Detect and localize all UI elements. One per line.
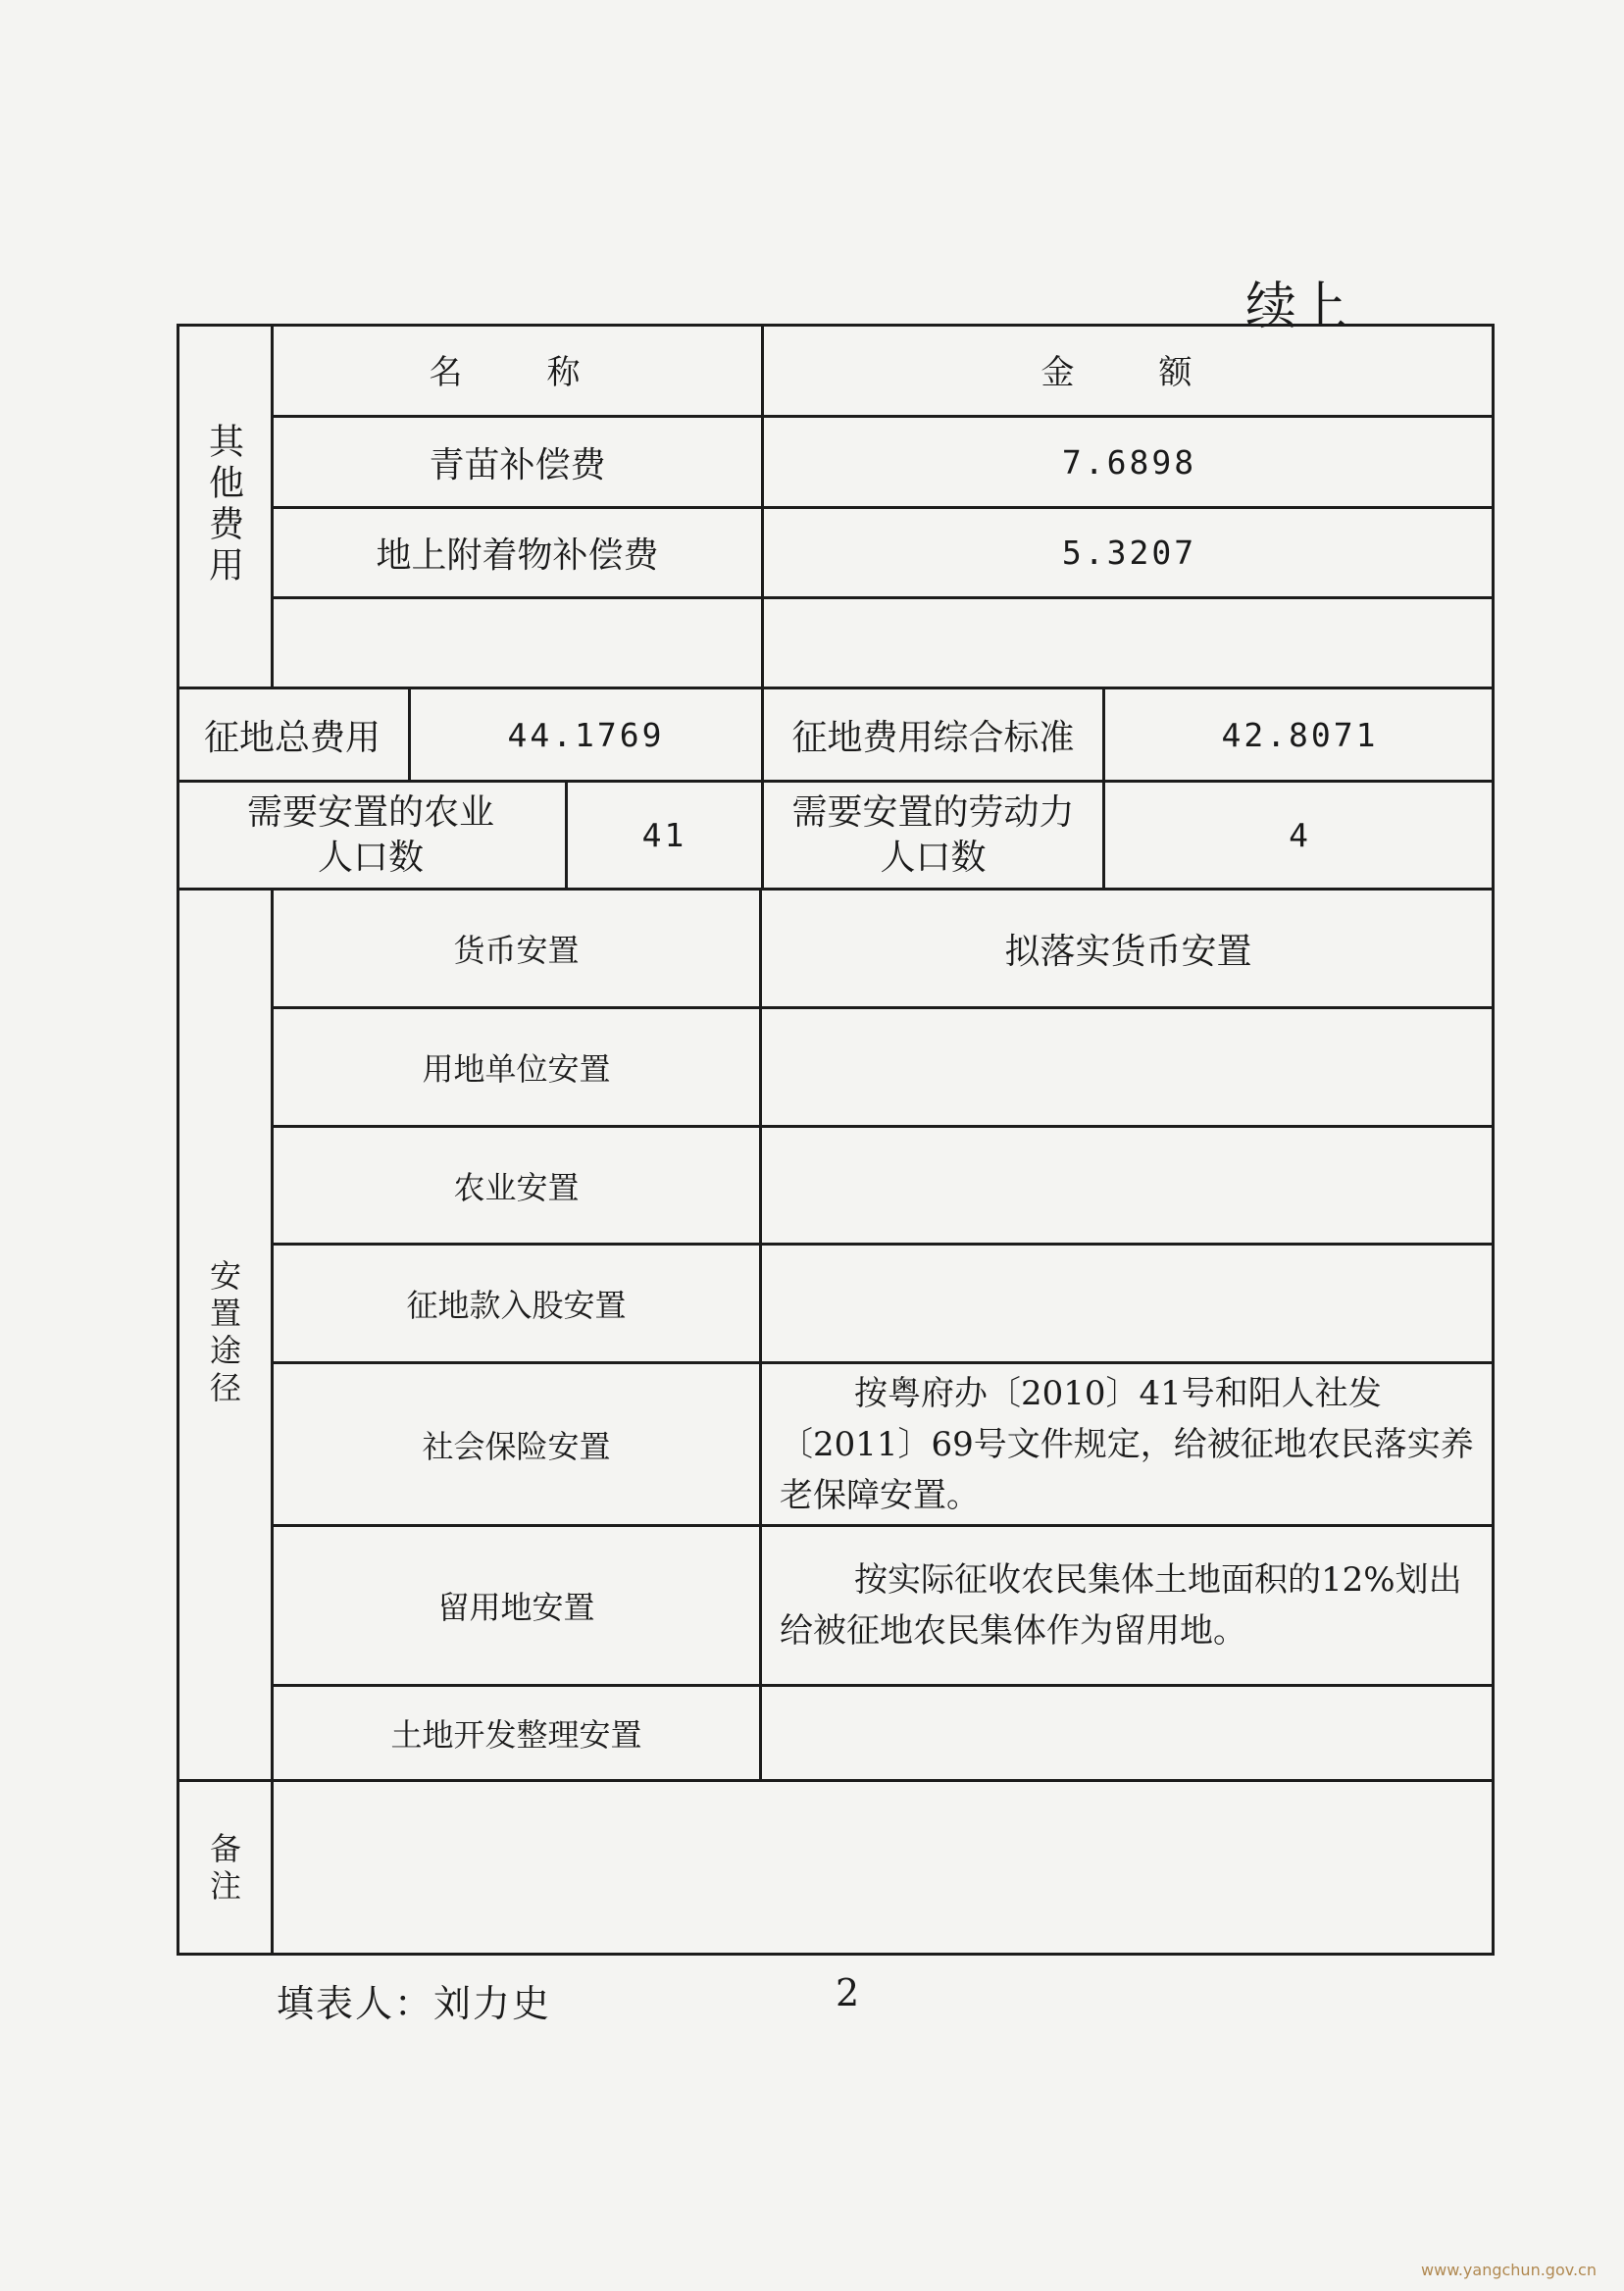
fee-standard-value: 42.8071 (1221, 715, 1379, 754)
agri-population-label-line1: 需要安置的农业 (246, 791, 494, 833)
reserved-land-detail (762, 1527, 1495, 1684)
column-header-amount: 金 额 (1040, 353, 1218, 392)
fee-name: 青苗补偿费 (429, 444, 606, 485)
resettlement-detail-text: 按实际征收农民集体土地面积的12%划出给被征地农民集体作为留用地。 (780, 1560, 1462, 1651)
fee-name (274, 599, 761, 687)
resettlement-section-label: 安置途径 (205, 1258, 242, 1408)
resettlement-detail (762, 1687, 1495, 1779)
continued-mark: 续上 (1244, 278, 1347, 336)
page-number: 2 (836, 1971, 860, 2014)
resettlement-detail (762, 1009, 1495, 1125)
fee-amount: 5.3207 (1061, 534, 1197, 572)
resettlement-method: 土地开发整理安置 (390, 1716, 642, 1754)
other-fees-section-label: 其他费用 (203, 423, 244, 587)
resettlement-detail-text: 按粤府办〔2010〕41号和阳人社发〔2011〕69号文件规定，给被征地农民落实养老保障安置。 (780, 1373, 1474, 1515)
resettlement-detail: 拟落实货币安置 (1004, 931, 1252, 972)
resettlement-method: 征地款入股安置 (406, 1287, 627, 1324)
agri-population-value: 41 (641, 816, 687, 854)
agri-population-label (177, 783, 565, 888)
filler-label: 填表人： (277, 1982, 434, 2025)
resettlement-method: 农业安置 (453, 1168, 580, 1206)
labor-population-label-line1: 需要安置的劳动力 (791, 791, 1075, 833)
fee-name: 地上附着物补偿费 (376, 535, 659, 576)
form-filler (277, 1973, 551, 2027)
remarks-value (274, 1782, 1495, 1956)
agri-population-label-line2: 人口数 (317, 837, 424, 878)
labor-population-label (764, 783, 1102, 888)
site-watermark: www.yangchun.gov.cn (1421, 2261, 1597, 2279)
fee-amount (764, 599, 1495, 687)
column-header-name: 名 称 (429, 353, 606, 392)
fee-standard-label: 征地费用综合标准 (791, 717, 1075, 758)
social-insurance-detail (762, 1364, 1495, 1524)
resettlement-method: 留用地安置 (437, 1589, 595, 1626)
resettlement-method: 用地单位安置 (422, 1050, 611, 1088)
resettlement-method: 货币安置 (453, 932, 580, 969)
total-fee-value: 44.1769 (507, 715, 665, 754)
labor-population-label-line2: 人口数 (880, 837, 987, 878)
resettlement-detail (762, 1128, 1495, 1243)
labor-population-value: 4 (1289, 816, 1311, 854)
remarks-label: 备注 (205, 1831, 242, 1907)
filler-name: 刘力史 (433, 1982, 552, 2025)
resettlement-detail (762, 1246, 1495, 1361)
total-fee-label: 征地总费用 (203, 717, 381, 758)
resettlement-method: 社会保险安置 (422, 1427, 611, 1465)
fee-amount: 7.6898 (1061, 442, 1197, 482)
